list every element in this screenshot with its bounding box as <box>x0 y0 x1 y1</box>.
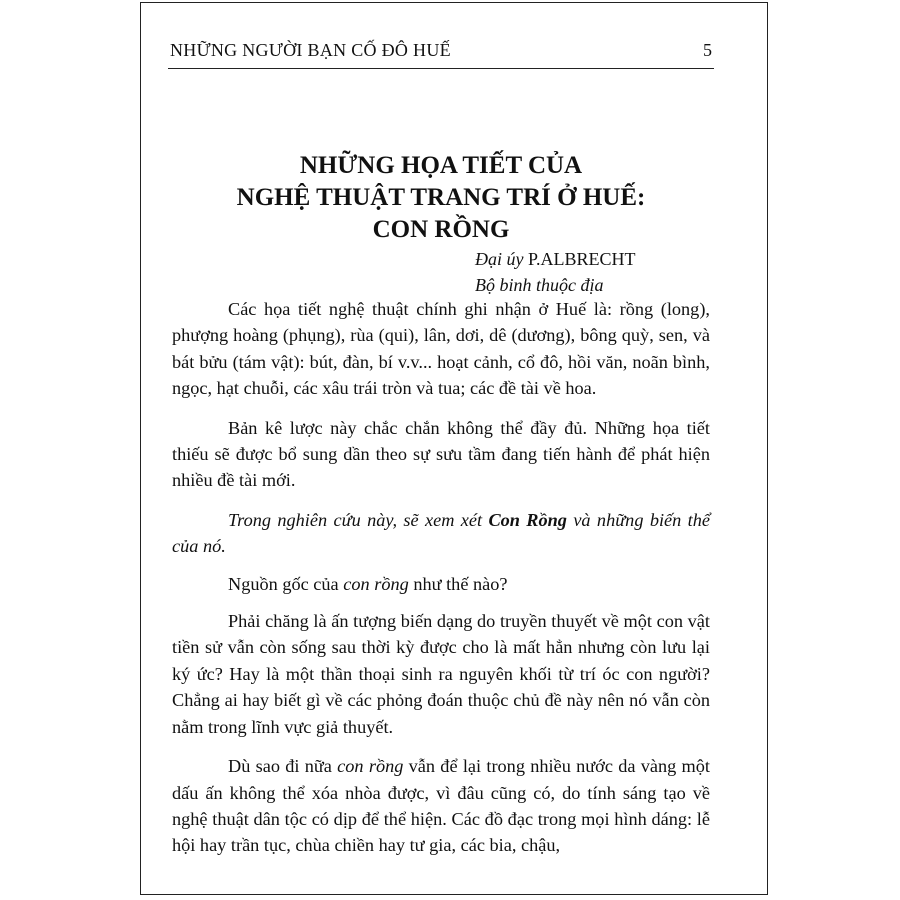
paragraph-6 <box>172 753 710 859</box>
paragraph-4 <box>172 571 710 597</box>
author-rank: Đại úy <box>475 249 524 269</box>
p3-bold-text: Con Rồng <box>488 509 567 530</box>
p4-italic-text: con rồng <box>343 573 409 594</box>
author-line <box>475 246 636 272</box>
p6-text-after: vẫn để lại trong nhiều nước da vàng một dấu ấn không thể xóa nhòa được, vì đâu cũng có, do tính sáng tạo về nghệ thuật dân tộc có dịp để thể hiện. Các đồ đạc trong mọi hình dáng: lễ hội hay trần tục, chùa chiền hay tư gia, các bia, chậu, <box>172 756 710 856</box>
paragraph-5: Phải chăng là ấn tượng biến dạng do truyền thuyết về một con vật tiền sử vẫn còn sống sau thời kỳ được cho là mất hẳn nhưng còn lưu lại ký ức? Hay là một thần thoại sinh ra nguyên khối từ trí óc con người? Chẳng ai hay biết gì về các phỏng đoán thuộc chủ đề này nên nó vẫn còn nằm trong lĩnh vực giả thuyết. <box>172 611 710 737</box>
running-title: NHỮNG NGƯỜI BẠN CỐ ĐÔ HUẾ <box>170 40 451 60</box>
paragraph-1: Các họa tiết nghệ thuật chính ghi nhận ở Huế là: rồng (long), phượng hoàng (phụng), rùa (qui), lân, dơi, dê (dương), bông quỳ, sen, và bát bửu (tám vật): bút, đàn, bí v.v... hoạt cảnh, cổ đô, hồi văn, noãn bình, ngọc, hạt chuỗi, các xâu trái tròn và tua; các đề tài về hoa. <box>172 299 710 399</box>
p3-text-after: và những biến thể của nó. <box>172 509 710 557</box>
p3-text-before: Trong nghiên cứu này, sẽ xem xét <box>228 509 489 530</box>
running-header <box>170 40 712 68</box>
page-number: 5 <box>703 40 712 60</box>
author-name: P.ALBRECHT <box>523 249 636 269</box>
p4-text-after: như thế nào? <box>408 573 508 594</box>
header-rule <box>168 68 714 69</box>
title-line-2: NGHỆ THUẬT TRANG TRÍ Ở HUẾ: <box>236 184 646 211</box>
paragraph-2: Bản kê lược này chắc chắn không thể đầy đủ. Những họa tiết thiếu sẽ được bổ sung dần theo sự sưu tầm đang tiến hành để phát hiện nhiều đề tài mới. <box>172 417 710 491</box>
title-line-1: NHỮNG HỌA TIẾT CỦA <box>299 152 583 179</box>
p4-text-before: Nguồn gốc của <box>228 573 344 594</box>
paragraph-3 <box>172 507 710 560</box>
title-line-3: CON RỒNG <box>372 216 510 243</box>
p6-italic-text: con rồng <box>337 756 404 777</box>
p6-text-before: Dù sao đi nữa <box>228 756 338 777</box>
body-text <box>172 296 710 872</box>
author-unit: Bộ binh thuộc địa <box>475 275 604 295</box>
article-title <box>170 150 712 246</box>
author-byline <box>475 246 636 298</box>
